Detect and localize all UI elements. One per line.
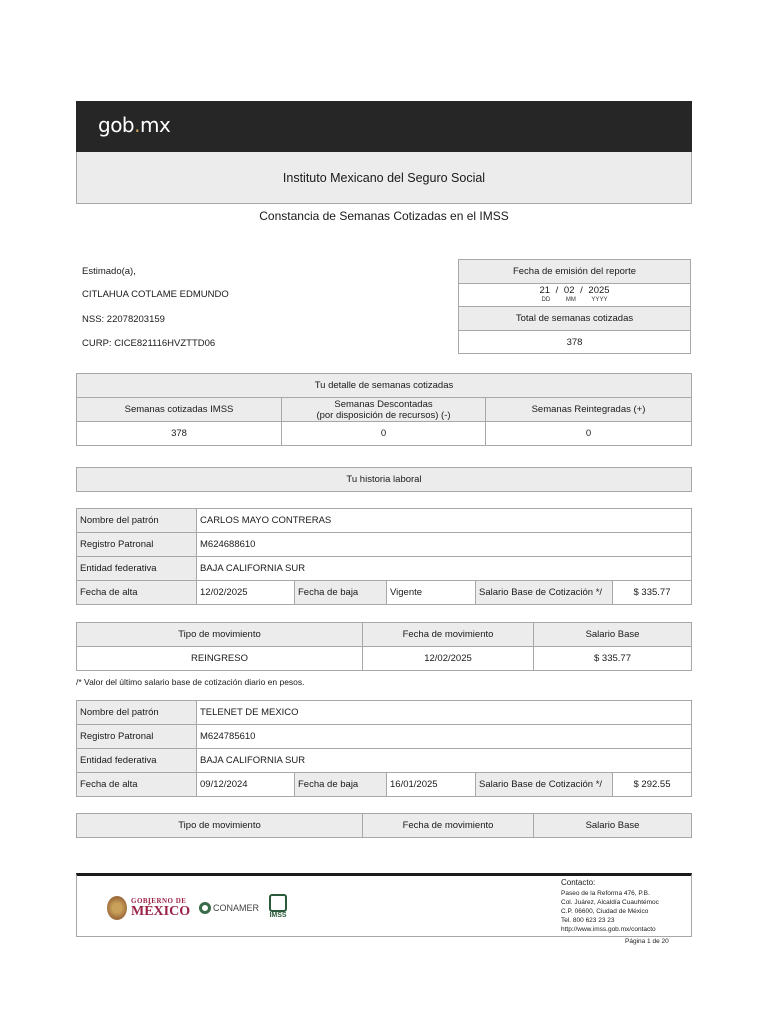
mov-date-label: Fecha de movimiento bbox=[363, 814, 534, 838]
eagle-emblem-icon bbox=[107, 896, 127, 920]
end-label: Fecha de baja bbox=[295, 773, 387, 797]
weeks-detail-table bbox=[76, 373, 692, 446]
header-bar bbox=[76, 101, 692, 152]
mov-date-value: 12/02/2025 bbox=[363, 647, 534, 671]
footer bbox=[76, 873, 692, 937]
report-date-parts: DD MM YYYY bbox=[541, 297, 608, 303]
contact-line: C.P. 06600, Ciudad de México bbox=[561, 908, 649, 915]
detail-val-imss: 378 bbox=[77, 422, 282, 446]
mov-type-label: Tipo de movimiento bbox=[77, 623, 363, 647]
end-value: 16/01/2025 bbox=[387, 773, 476, 797]
detail-col-reintegradas: Semanas Reintegradas (+) bbox=[486, 398, 692, 422]
contact-line: Col. Juárez, Alcaldía Cuauhtémoc bbox=[561, 899, 659, 906]
contact-link[interactable]: http://www.imss.gob.mx/contacto bbox=[561, 926, 656, 933]
contact-info bbox=[561, 878, 659, 934]
imss-emblem-icon bbox=[269, 894, 287, 912]
contact-line: Paseo de la Reforma 476, P.B. bbox=[561, 890, 650, 897]
start-label: Fecha de alta bbox=[77, 773, 197, 797]
registry-value: M624688610 bbox=[197, 533, 692, 557]
detail-val-descontadas: 0 bbox=[282, 422, 486, 446]
conamer-logo: CONAMER bbox=[199, 902, 259, 914]
mov-date-label: Fecha de movimiento bbox=[363, 623, 534, 647]
person-name: CITLAHUA COTLAME EDMUNDO bbox=[82, 289, 229, 300]
contact-line: Tel. 800 623 23 23 bbox=[561, 917, 615, 924]
institution-title: Instituto Mexicano del Seguro Social bbox=[76, 152, 692, 204]
imss-logo: IMSS bbox=[268, 894, 288, 919]
gob-logo-line2: MÉXICO bbox=[131, 903, 191, 919]
nss-value: NSS: 22078203159 bbox=[82, 314, 165, 325]
state-value: BAJA CALIFORNIA SUR bbox=[197, 557, 692, 581]
movement-table bbox=[76, 813, 692, 838]
state-value: BAJA CALIFORNIA SUR bbox=[197, 749, 692, 773]
start-value: 09/12/2024 bbox=[197, 773, 295, 797]
salary-label: Salario Base de Cotización */ bbox=[476, 773, 613, 797]
employer-name: CARLOS MAYO CONTRERAS bbox=[197, 509, 692, 533]
end-label: Fecha de baja bbox=[295, 581, 387, 605]
detail-title: Tu detalle de semanas cotizadas bbox=[77, 374, 692, 398]
conamer-icon bbox=[199, 902, 211, 914]
curp-value: CURP: CICE821116HVZTTD06 bbox=[82, 338, 216, 349]
greeting: Estimado(a), bbox=[82, 266, 136, 277]
mov-salary-label: Salario Base bbox=[534, 623, 692, 647]
salary-value: $ 292.55 bbox=[613, 773, 692, 797]
gobierno-mexico-logo bbox=[107, 896, 190, 920]
mov-salary-label: Salario Base bbox=[534, 814, 692, 838]
contact-title: Contacto: bbox=[561, 878, 596, 887]
salary-value: $ 335.77 bbox=[613, 581, 692, 605]
employer-label: Nombre del patrón bbox=[77, 509, 197, 533]
employer-label: Nombre del patrón bbox=[77, 701, 197, 725]
gobmx-logo[interactable]: gob.mx bbox=[98, 113, 171, 137]
registry-value: M624785610 bbox=[197, 725, 692, 749]
report-info-box bbox=[458, 259, 691, 354]
salary-label: Salario Base de Cotización */ bbox=[476, 581, 613, 605]
employer-name: TELENET DE MEXICO bbox=[197, 701, 692, 725]
report-date bbox=[459, 284, 690, 307]
state-label: Entidad federativa bbox=[77, 749, 197, 773]
registry-label: Registro Patronal bbox=[77, 533, 197, 557]
document-title: Constancia de Semanas Cotizadas en el IMSS bbox=[259, 209, 509, 223]
start-label: Fecha de alta bbox=[77, 581, 197, 605]
history-title: Tu historia laboral bbox=[77, 468, 692, 492]
mov-salary-value: $ 335.77 bbox=[534, 647, 692, 671]
total-weeks-value: 378 bbox=[566, 336, 583, 348]
movement-table bbox=[76, 622, 692, 671]
employer-table bbox=[76, 508, 692, 605]
detail-val-reintegradas: 0 bbox=[486, 422, 692, 446]
end-value: Vigente bbox=[387, 581, 476, 605]
employer-table bbox=[76, 700, 692, 797]
report-date-value: 21 / 02 / 2025 bbox=[539, 285, 610, 296]
total-weeks-label: Total de semanas cotizadas bbox=[459, 307, 690, 331]
report-date-label: Fecha de emisión del reporte bbox=[459, 260, 690, 284]
registry-label: Registro Patronal bbox=[77, 725, 197, 749]
state-label: Entidad federativa bbox=[77, 557, 197, 581]
start-value: 12/02/2025 bbox=[197, 581, 295, 605]
history-title-table bbox=[76, 467, 692, 492]
salary-note: /* Valor del último salario base de cotización diario en pesos. bbox=[76, 677, 305, 687]
detail-col-imss: Semanas cotizadas IMSS bbox=[77, 398, 282, 422]
gob-logo-line1: GOBIERNO DE bbox=[131, 896, 187, 905]
mov-type-value: REINGRESO bbox=[77, 647, 363, 671]
mov-type-label: Tipo de movimiento bbox=[77, 814, 363, 838]
page-number: Página 1 de 20 bbox=[625, 938, 669, 945]
detail-col-descontadas: Semanas Descontadas (por disposición de recursos) (-) bbox=[282, 398, 486, 422]
